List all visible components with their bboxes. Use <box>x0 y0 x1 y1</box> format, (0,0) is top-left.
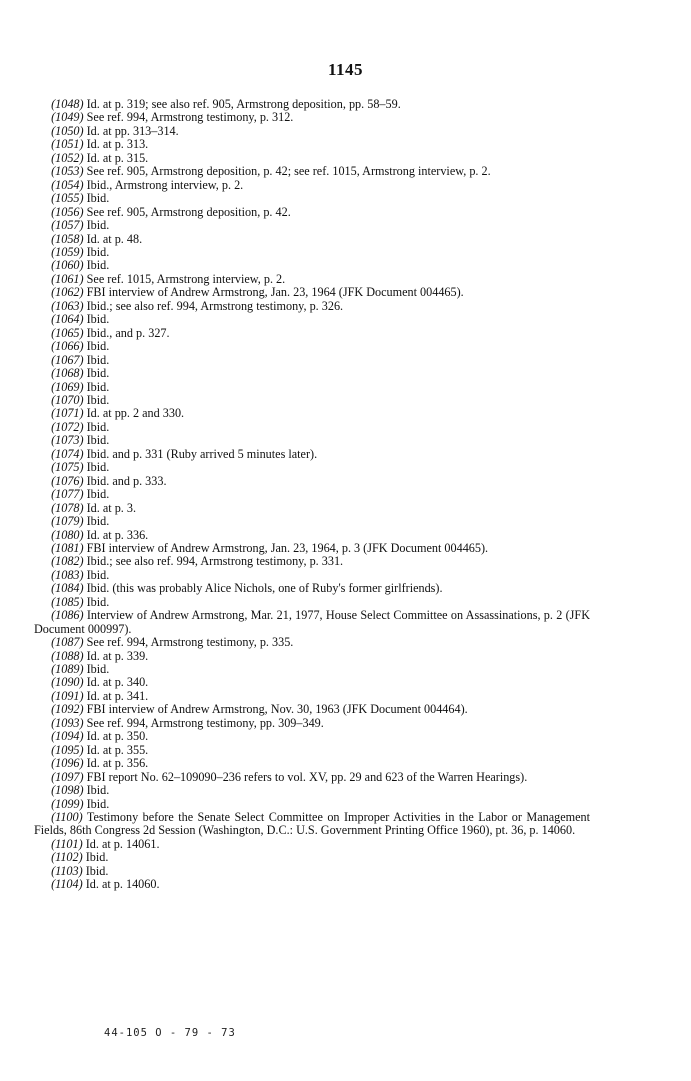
footnote-number: (1087) <box>51 635 84 650</box>
footnote-number: (1086) <box>51 608 84 623</box>
footnote-item <box>34 125 590 138</box>
footnote-number: (1048) <box>51 97 84 111</box>
footnote-number: (1058) <box>51 231 84 246</box>
footnote-item <box>34 811 590 838</box>
footnote-text: Ibid. <box>85 863 109 878</box>
footnote-number: (1088) <box>51 648 84 663</box>
footnote-item <box>34 555 590 568</box>
footnote-item <box>34 798 590 811</box>
print-code-footer: 44-105 O - 79 - 73 <box>104 1027 236 1039</box>
footnote-number: (1066) <box>51 339 84 354</box>
footnote-number: (1099) <box>51 796 84 811</box>
footnote-number: (1100) <box>51 810 83 825</box>
footnote-number: (1061) <box>51 271 84 286</box>
footnote-text: Id. at pp. 313–314. <box>86 123 179 138</box>
footnote-number: (1091) <box>51 688 84 703</box>
footnote-text: Ibid. <box>86 783 110 798</box>
footnote-number: (1068) <box>51 366 84 381</box>
footnote-item <box>34 98 590 111</box>
footnote-text: See ref. 994, Armstrong testimony, pp. 309–349. <box>86 715 324 730</box>
footnote-item <box>34 676 590 689</box>
footnote-number: (1079) <box>51 514 84 529</box>
footnote-number: (1084) <box>51 581 84 596</box>
footnote-text: Id. at p. 339. <box>86 648 149 663</box>
footnote-item <box>34 367 590 380</box>
footnote-text: Id. at p. 14061. <box>85 836 160 851</box>
footnote-number: (1089) <box>51 662 84 677</box>
footnote-text: Ibid., and p. 327. <box>86 325 170 340</box>
footnote-number: (1097) <box>51 769 84 784</box>
footnote-number: (1082) <box>51 554 84 569</box>
footnote-text: Ibid. and p. 331 (Ruby arrived 5 minutes later). <box>86 446 318 461</box>
footnote-item <box>34 111 590 124</box>
footnote-number: (1090) <box>51 675 84 690</box>
footnote-text: Ibid. <box>86 258 110 273</box>
footnote-list <box>34 98 590 892</box>
footnote-number: (1073) <box>51 433 84 448</box>
footnote-item <box>34 502 590 515</box>
footnote-text: See ref. 1015, Armstrong interview, p. 2. <box>86 271 286 286</box>
footnote-item <box>34 259 590 272</box>
footnote-text: See ref. 905, Armstrong deposition, p. 42. <box>86 204 291 219</box>
footnote-item <box>34 865 590 878</box>
footnote-text: Ibid. <box>86 191 110 206</box>
footnote-text: Ibid. <box>86 379 110 394</box>
footnote-text: Id. at p. 336. <box>86 527 149 542</box>
footnote-number: (1095) <box>51 742 84 757</box>
footnote-number: (1096) <box>51 756 84 771</box>
footnote-text: Ibid. <box>86 392 110 407</box>
footnote-text: Ibid. <box>86 218 110 233</box>
footnote-item <box>34 165 590 178</box>
footnote-item <box>34 582 590 595</box>
footnote-number: (1101) <box>51 836 83 851</box>
footnote-number: (1077) <box>51 487 84 502</box>
footnote-item <box>34 744 590 757</box>
footnote-text: See ref. 905, Armstrong deposition, p. 42; see ref. 1015, Armstrong interview, p. 2. <box>86 164 491 179</box>
footnote-item <box>34 152 590 165</box>
footnote-text: See ref. 994, Armstrong testimony, p. 335. <box>86 635 294 650</box>
footnote-text: Id. at p. 356. <box>86 756 149 771</box>
footnote-text: Id. at p. 315. <box>86 150 149 165</box>
footnote-text: Id. at p. 313. <box>86 137 149 152</box>
footnote-item <box>34 407 590 420</box>
footnote-number: (1104) <box>51 877 83 892</box>
footnote-text: Ibid. <box>86 312 110 327</box>
footnote-number: (1057) <box>51 218 84 233</box>
footnote-item <box>34 703 590 716</box>
footnote-number: (1063) <box>51 298 84 313</box>
footnote-item <box>34 434 590 447</box>
footnote-number: (1062) <box>51 285 84 300</box>
footnote-text: Ibid. <box>86 796 110 811</box>
footnote-text: Ibid.; see also ref. 994, Armstrong testimony, p. 331. <box>86 554 344 569</box>
footnote-item <box>34 757 590 770</box>
footnote-item <box>34 448 590 461</box>
footnote-text: Ibid. <box>86 662 110 677</box>
footnote-number: (1078) <box>51 500 84 515</box>
footnote-text: Ibid. <box>86 433 110 448</box>
footnote-item <box>34 313 590 326</box>
footnote-text: FBI report No. 62–109090–236 refers to vol. XV, pp. 29 and 623 of the Warren Hearings). <box>86 769 528 784</box>
footnote-text: Id. at p. 3. <box>86 500 137 515</box>
footnote-item <box>34 717 590 730</box>
footnote-text: Id. at p. 341. <box>86 688 149 703</box>
footnote-number: (1094) <box>51 729 84 744</box>
page-number: 1145 <box>327 60 364 79</box>
footnote-number: (1081) <box>51 540 84 555</box>
footnote-number: (1080) <box>51 527 84 542</box>
footnote-text: Testimony before the Senate Select Committee on Improper Activities in the Labor or Management Fields, 86th Congress 2d Session (Washington, D.C.: U.S. Government Printing Office 1960), pt. 36, p. 14060. <box>34 810 590 838</box>
footnote-text: Id. at p. 350. <box>86 729 149 744</box>
footnote-text: Ibid. <box>86 567 110 582</box>
footnote-text: Id. at p. 340. <box>86 675 149 690</box>
footnote-text: Ibid. <box>86 339 110 354</box>
footnote-number: (1065) <box>51 325 84 340</box>
footnote-item <box>34 219 590 232</box>
footnote-item <box>34 340 590 353</box>
footnote-item <box>34 529 590 542</box>
footnote-item <box>34 542 590 555</box>
footnote-item <box>34 730 590 743</box>
footnote-item <box>34 650 590 663</box>
footnote-text: Ibid. and p. 333. <box>86 473 167 488</box>
footnote-number: (1056) <box>51 204 84 219</box>
footnote-item <box>34 569 590 582</box>
footnote-item <box>34 354 590 367</box>
footnote-number: (1051) <box>51 137 84 152</box>
footnote-item <box>34 138 590 151</box>
footnote-text: FBI interview of Andrew Armstrong, Jan. 23, 1964, p. 3 (JFK Document 004465). <box>86 540 489 555</box>
footnote-item <box>34 878 590 891</box>
footnote-number: (1075) <box>51 460 84 475</box>
footnote-number: (1070) <box>51 392 84 407</box>
footnote-text: Ibid. (this was probably Alice Nichols, one of Ruby's former girlfriends). <box>86 581 443 596</box>
footnote-item <box>34 233 590 246</box>
footnote-item <box>34 327 590 340</box>
footnote-number: (1092) <box>51 702 84 717</box>
footnote-number: (1055) <box>51 191 84 206</box>
footnote-item <box>34 461 590 474</box>
footnote-number: (1103) <box>51 863 83 878</box>
footnote-text: Ibid. <box>86 352 110 367</box>
footnote-number: (1059) <box>51 244 84 259</box>
footnote-number: (1093) <box>51 715 84 730</box>
footnote-text: Ibid.; see also ref. 994, Armstrong testimony, p. 326. <box>86 298 344 313</box>
footnote-item <box>34 381 590 394</box>
footnote-item <box>34 851 590 864</box>
footnote-item <box>34 663 590 676</box>
footnote-text: Ibid. <box>86 460 110 475</box>
footnote-text: Ibid., Armstrong interview, p. 2. <box>86 177 244 192</box>
footnote-text: Id. at p. 319; see also ref. 905, Armstrong deposition, pp. 58–59. <box>86 97 401 111</box>
footnote-number: (1054) <box>51 177 84 192</box>
footnote-text: Ibid. <box>86 244 110 259</box>
footnote-item <box>34 246 590 259</box>
footnote-number: (1067) <box>51 352 84 367</box>
footnote-item <box>34 192 590 205</box>
footnote-item <box>34 690 590 703</box>
footnote-number: (1050) <box>51 123 84 138</box>
footnote-item <box>34 784 590 797</box>
footnote-item <box>34 636 590 649</box>
footnote-number: (1072) <box>51 419 84 434</box>
footnote-item <box>34 421 590 434</box>
footnote-text: Ibid. <box>86 594 110 609</box>
footnote-text: FBI interview of Andrew Armstrong, Jan. 23, 1964 (JFK Document 004465). <box>86 285 464 300</box>
footnote-text: Id. at p. 355. <box>86 742 149 757</box>
footnote-number: (1085) <box>51 594 84 609</box>
footnote-number: (1074) <box>51 446 84 461</box>
footnote-item <box>34 206 590 219</box>
footnote-item <box>34 300 590 313</box>
footnote-item <box>34 286 590 299</box>
footnote-item <box>34 609 590 636</box>
footnote-number: (1060) <box>51 258 84 273</box>
footnote-text: FBI interview of Andrew Armstrong, Nov. 30, 1963 (JFK Document 004464). <box>86 702 468 717</box>
footnote-number: (1064) <box>51 312 84 327</box>
footnote-text: Ibid. <box>86 366 110 381</box>
footnote-number: (1071) <box>51 406 84 421</box>
footnote-text: Id. at pp. 2 and 330. <box>86 406 185 421</box>
footnote-item <box>34 179 590 192</box>
footnote-text: Ibid. <box>86 514 110 529</box>
footnote-item <box>34 771 590 784</box>
footnote-text: Ibid. <box>85 850 109 865</box>
footnote-item <box>34 475 590 488</box>
footnote-number: (1076) <box>51 473 84 488</box>
footnote-text: Id. at p. 14060. <box>85 877 160 892</box>
footnote-number: (1052) <box>51 150 84 165</box>
footnote-number: (1049) <box>51 110 84 125</box>
footnote-number: (1053) <box>51 164 84 179</box>
footnote-item <box>34 838 590 851</box>
footnote-text: Ibid. <box>86 419 110 434</box>
footnote-item <box>34 394 590 407</box>
footnote-number: (1069) <box>51 379 84 394</box>
footnote-number: (1098) <box>51 783 84 798</box>
footnote-text: Interview of Andrew Armstrong, Mar. 21, 1977, House Select Committee on Assassinations, p. 2 (JFK Document 000997). <box>34 608 590 636</box>
footnote-item <box>34 488 590 501</box>
footnote-number: (1102) <box>51 850 83 865</box>
footnote-text: Ibid. <box>86 487 110 502</box>
footnote-text: Id. at p. 48. <box>86 231 143 246</box>
footnote-number: (1083) <box>51 567 84 582</box>
footnote-item <box>34 273 590 286</box>
footnote-text: See ref. 994, Armstrong testimony, p. 312. <box>86 110 294 125</box>
footnote-item <box>34 515 590 528</box>
footnote-item <box>34 596 590 609</box>
